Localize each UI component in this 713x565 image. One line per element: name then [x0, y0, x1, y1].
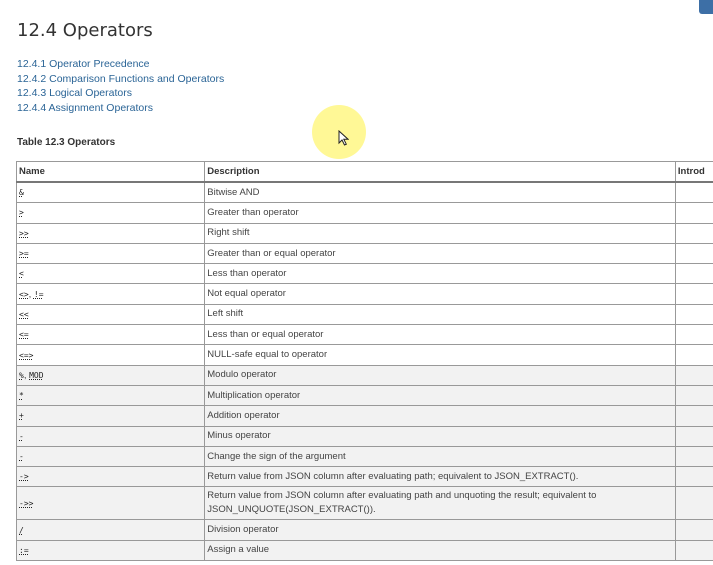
- operator-description: Greater than operator: [205, 203, 676, 223]
- operator-description: Division operator: [205, 520, 676, 540]
- operator-description: Return value from JSON column after evaluating path; equivalent to JSON_EXTRACT().: [205, 467, 676, 487]
- operator-introduced: [675, 426, 713, 446]
- operator-link-alt[interactable]: MOD: [29, 370, 44, 380]
- operators-table: [16, 161, 713, 561]
- operator-link-alt[interactable]: !=: [33, 289, 44, 299]
- operator-link[interactable]: >: [19, 208, 24, 218]
- operator-description: Less than or equal operator: [205, 325, 676, 345]
- operator-link[interactable]: &: [19, 188, 24, 198]
- operator-name-cell: [17, 426, 205, 446]
- table-row: [17, 467, 713, 487]
- operator-name-cell: [17, 243, 205, 263]
- operator-link[interactable]: %: [19, 370, 24, 380]
- operator-name-cell: [17, 520, 205, 540]
- table-row: [17, 487, 713, 520]
- operator-introduced: [675, 385, 713, 405]
- operator-separator: ,: [23, 369, 30, 381]
- operator-name-cell: [17, 365, 205, 385]
- operator-name-cell: [17, 325, 205, 345]
- operator-link[interactable]: <<: [19, 309, 29, 319]
- table-row: [17, 182, 713, 203]
- operator-introduced: [675, 487, 713, 520]
- operator-name-cell: [17, 487, 205, 520]
- table-row: [17, 223, 713, 243]
- operator-description: Greater than or equal operator: [205, 243, 676, 263]
- operator-description: Right shift: [205, 223, 676, 243]
- operator-description: Assign a value: [205, 540, 676, 560]
- table-row: [17, 385, 713, 405]
- operator-link[interactable]: ->: [19, 472, 29, 482]
- operator-introduced: [675, 243, 713, 263]
- toc-item: [17, 72, 224, 87]
- toc-item: [17, 101, 224, 116]
- operator-introduced: [675, 345, 713, 365]
- operator-link[interactable]: ->>: [19, 498, 34, 508]
- table-row: [17, 325, 713, 345]
- table-row: [17, 203, 713, 223]
- table-row: [17, 540, 713, 560]
- operator-link[interactable]: <: [19, 269, 24, 279]
- operator-introduced: [675, 304, 713, 324]
- mouse-pointer-icon: [338, 130, 349, 146]
- header-name: Name: [17, 162, 205, 183]
- table-header-row: [17, 162, 713, 183]
- operator-name-cell: [17, 223, 205, 243]
- toc-link-assignment-operators[interactable]: 12.4.4 Assignment Operators: [17, 102, 153, 115]
- operator-link[interactable]: /: [19, 525, 24, 535]
- operator-description: Minus operator: [205, 426, 676, 446]
- operator-introduced: [675, 325, 713, 345]
- toc-link-operator-precedence[interactable]: 12.4.1 Operator Precedence: [17, 58, 150, 70]
- operator-description: Change the sign of the argument: [205, 446, 676, 466]
- table-row: [17, 365, 713, 385]
- operator-name-cell: [17, 284, 205, 304]
- operator-separator: ,: [28, 288, 34, 300]
- operator-introduced: [675, 467, 713, 487]
- toc-link-comparison-functions[interactable]: 12.4.2 Comparison Functions and Operators: [17, 72, 225, 85]
- operator-link[interactable]: >>: [19, 228, 29, 238]
- operator-description: Bitwise AND: [205, 182, 676, 203]
- operator-introduced: [675, 446, 713, 466]
- operator-link[interactable]: -: [19, 452, 24, 461]
- operator-name-cell: [17, 467, 205, 487]
- toc-item: [17, 86, 224, 101]
- operator-name-cell: [17, 203, 205, 223]
- operator-link[interactable]: <>: [19, 289, 29, 299]
- operator-introduced: [675, 203, 713, 223]
- operator-link[interactable]: -: [19, 431, 24, 441]
- section-toc: [17, 57, 224, 116]
- operator-introduced: [675, 540, 713, 560]
- operator-introduced: [675, 365, 713, 385]
- header-introduced: Introd: [675, 162, 713, 183]
- operator-introduced: [675, 520, 713, 540]
- table-caption: Table 12.3 Operators: [17, 137, 116, 148]
- table-row: [17, 264, 713, 284]
- operator-description: Addition operator: [205, 406, 676, 426]
- operator-introduced: [675, 182, 713, 203]
- operator-name-cell: [17, 446, 205, 466]
- operator-description: Modulo operator: [205, 365, 676, 385]
- operator-introduced: [675, 406, 713, 426]
- operator-name-cell: [17, 406, 205, 426]
- operator-description: Left shift: [205, 304, 676, 324]
- table-row: [17, 446, 713, 466]
- table-row: [17, 406, 713, 426]
- operator-link[interactable]: +: [19, 411, 24, 421]
- corner-button[interactable]: [699, 0, 713, 14]
- operator-description: Not equal operator: [205, 284, 676, 304]
- toc-link-logical-operators[interactable]: 12.4.3 Logical Operators: [17, 87, 132, 100]
- operator-name-cell: [17, 182, 205, 203]
- operator-description: NULL-safe equal to operator: [205, 345, 676, 365]
- operator-description: Multiplication operator: [205, 385, 676, 405]
- operator-name-cell: [17, 304, 205, 324]
- table-row: [17, 426, 713, 446]
- operator-description: Less than operator: [205, 264, 676, 284]
- operator-link[interactable]: <=>: [19, 350, 34, 360]
- operator-link[interactable]: >=: [19, 249, 29, 259]
- table-row: [17, 304, 713, 324]
- operator-link[interactable]: :=: [19, 545, 29, 555]
- operator-link[interactable]: *: [19, 391, 24, 401]
- operator-name-cell: [17, 264, 205, 284]
- operator-description: Return value from JSON column after evaluating path and unquoting the result; equivalent to JSON_UNQUOTE(JSON_EXTRACT()).: [205, 487, 676, 520]
- operator-name-cell: [17, 385, 205, 405]
- table-row: [17, 284, 713, 304]
- operator-name-cell: [17, 540, 205, 560]
- operator-introduced: [675, 223, 713, 243]
- operator-name-cell: [17, 345, 205, 365]
- page-title: 12.4 Operators: [17, 20, 153, 41]
- operator-introduced: [675, 264, 713, 284]
- toc-item: [17, 57, 224, 72]
- header-description: Description: [205, 162, 676, 183]
- operator-introduced: [675, 284, 713, 304]
- table-row: [17, 243, 713, 263]
- operator-link[interactable]: <=: [19, 330, 29, 340]
- table-row: [17, 345, 713, 365]
- table-row: [17, 520, 713, 540]
